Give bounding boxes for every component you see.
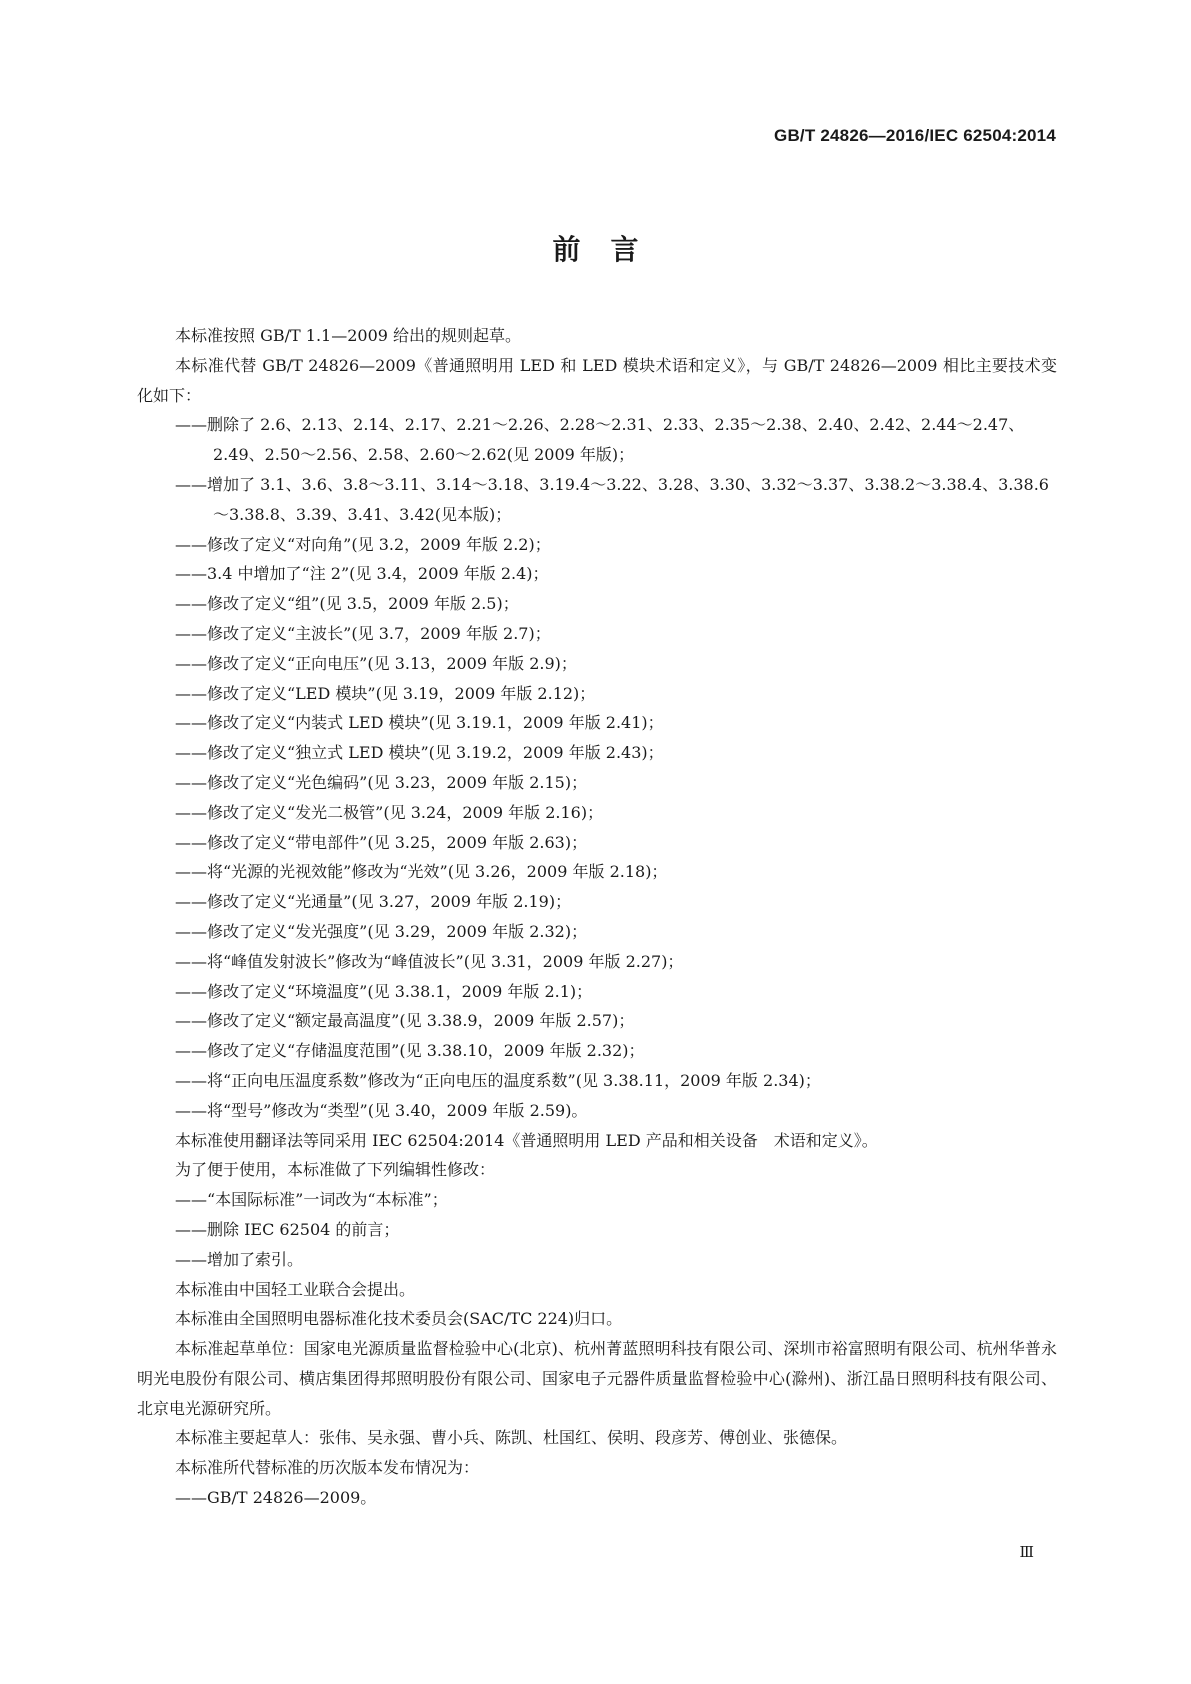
- list-item: ——删除 IEC 62504 的前言；: [175, 1219, 400, 1239]
- paragraph-adoption: 本标准使用翻译法等同采用 IEC 62504:2014《普通照明用 LED 产品和相关设备 术语和定义》。: [175, 1130, 878, 1150]
- list-item: ——“本国际标准”一词改为“本标准”；: [175, 1190, 448, 1210]
- paragraph-history-intro: 本标准所代替标准的历次版本发布情况为：: [175, 1458, 480, 1478]
- list-item: ——修改了定义“额定最高温度”(见 3.38.9，2009 年版 2.57)；: [175, 1011, 635, 1031]
- list-item: ——修改了定义“环境温度”(见 3.38.1，2009 年版 2.1)；: [175, 981, 593, 1001]
- list-item: ——修改了定义“存储温度范围”(见 3.38.10，2009 年版 2.32)；: [175, 1041, 645, 1061]
- list-item: ——将“光源的光视效能”修改为“光效”(见 3.26，2009 年版 2.18)；: [175, 862, 668, 882]
- page-title: 前言: [552, 233, 669, 266]
- list-item: ——将“峰值发射波长”修改为“峰值波长”(见 3.31，2009 年版 2.27)；: [175, 951, 684, 971]
- list-item: ——将“型号”修改为“类型”(见 3.40，2009 年版 2.59)。: [175, 1100, 588, 1120]
- editorial-changes-list: [137, 1185, 1057, 1274]
- paragraph-proposer: 本标准由中国轻工业联合会提出。: [175, 1279, 416, 1299]
- standard-number: GB/T 24826—2016/IEC 62504:2014: [774, 126, 1056, 145]
- list-item: ——3.4 中增加了“注 2”(见 3.4，2009 年版 2.4)；: [175, 564, 549, 584]
- list-item: ——GB/T 24826—2009。: [175, 1488, 377, 1508]
- history-list: [137, 1483, 1057, 1513]
- list-item: ——修改了定义“主波长”(见 3.7，2009 年版 2.7)；: [175, 623, 551, 643]
- technical-changes-list: [137, 410, 1057, 1125]
- list-item: ——修改了定义“LED 模块”(见 3.19，2009 年版 2.12)；: [175, 683, 596, 703]
- paragraph-drafters: 本标准主要起草人：张伟、吴永强、曹小兵、陈凯、杜国红、侯明、段彦芳、傅创业、张德保。: [175, 1428, 848, 1448]
- page-number: Ⅲ: [1019, 1543, 1034, 1561]
- list-item: ——修改了定义“发光强度”(见 3.29，2009 年版 2.32)；: [175, 921, 588, 941]
- list-item: ——修改了定义“对向角”(见 3.2，2009 年版 2.2)；: [175, 534, 551, 554]
- list-item: ——增加了 3.1、3.6、3.8～3.11、3.14～3.18、3.19.4～3.22、3.28、3.30、3.32～3.37、3.38.2～3.38.4、3.38.6～3.38.8、3.39、3.41、3.42(见本版)；: [175, 474, 1049, 524]
- list-item: ——将“正向电压温度系数”修改为“正向电压的温度系数”(见 3.38.11，2009 年版 2.34)；: [175, 1070, 821, 1090]
- paragraph-drafting-rules: 本标准按照 GB/T 1.1—2009 给出的规则起草。: [175, 326, 522, 345]
- list-item: ——修改了定义“正向电压”(见 3.13，2009 年版 2.9)；: [175, 653, 577, 673]
- paragraph-drafting-units: 本标准起草单位：国家电光源质量监督检验中心(北京)、杭州菁蓝照明科技有限公司、深圳市裕富照明有限公司、杭州华普永明光电股份有限公司、横店集团得邦照明股份有限公司、国家电子元器件质量监督检验中心(滁州)、浙江晶日照明科技有限公司、北京电光源研究所。: [137, 1339, 1057, 1418]
- list-item: ——增加了索引。: [175, 1249, 304, 1269]
- paragraph-centralized: 本标准由全国照明电器标准化技术委员会(SAC/TC 224)归口。: [175, 1309, 623, 1329]
- list-item: ——修改了定义“带电部件”(见 3.25，2009 年版 2.63)；: [175, 832, 588, 852]
- paragraph-editorial-intro: 为了便于使用，本标准做了下列编辑性修改：: [175, 1160, 496, 1180]
- list-item: ——修改了定义“独立式 LED 模块”(见 3.19.2，2009 年版 2.43)；: [175, 743, 664, 763]
- list-item: ——修改了定义“光通量”(见 3.27，2009 年版 2.19)；: [175, 892, 572, 912]
- list-item: ——删除了 2.6、2.13、2.14、2.17、2.21～2.26、2.28～2.31、2.33、2.35～2.38、2.40、2.42、2.44～2.47、2.49、2.50～2.56、2.58、2.60～2.62(见 2009 年版)；: [175, 415, 1025, 465]
- paragraph-replacement: 本标准代替 GB/T 24826—2009《普通照明用 LED 和 LED 模块术语和定义》，与 GB/T 24826—2009 相比主要技术变化如下：: [137, 355, 1057, 405]
- document-body: [137, 321, 1057, 1513]
- list-item: ——修改了定义“发光二极管”(见 3.24，2009 年版 2.16)；: [175, 802, 604, 822]
- list-item: ——修改了定义“内装式 LED 模块”(见 3.19.1，2009 年版 2.41)；: [175, 713, 664, 733]
- list-item: ——修改了定义“组”(见 3.5，2009 年版 2.5)；: [175, 594, 519, 614]
- list-item: ——修改了定义“光色编码”(见 3.23，2009 年版 2.15)；: [175, 772, 588, 792]
